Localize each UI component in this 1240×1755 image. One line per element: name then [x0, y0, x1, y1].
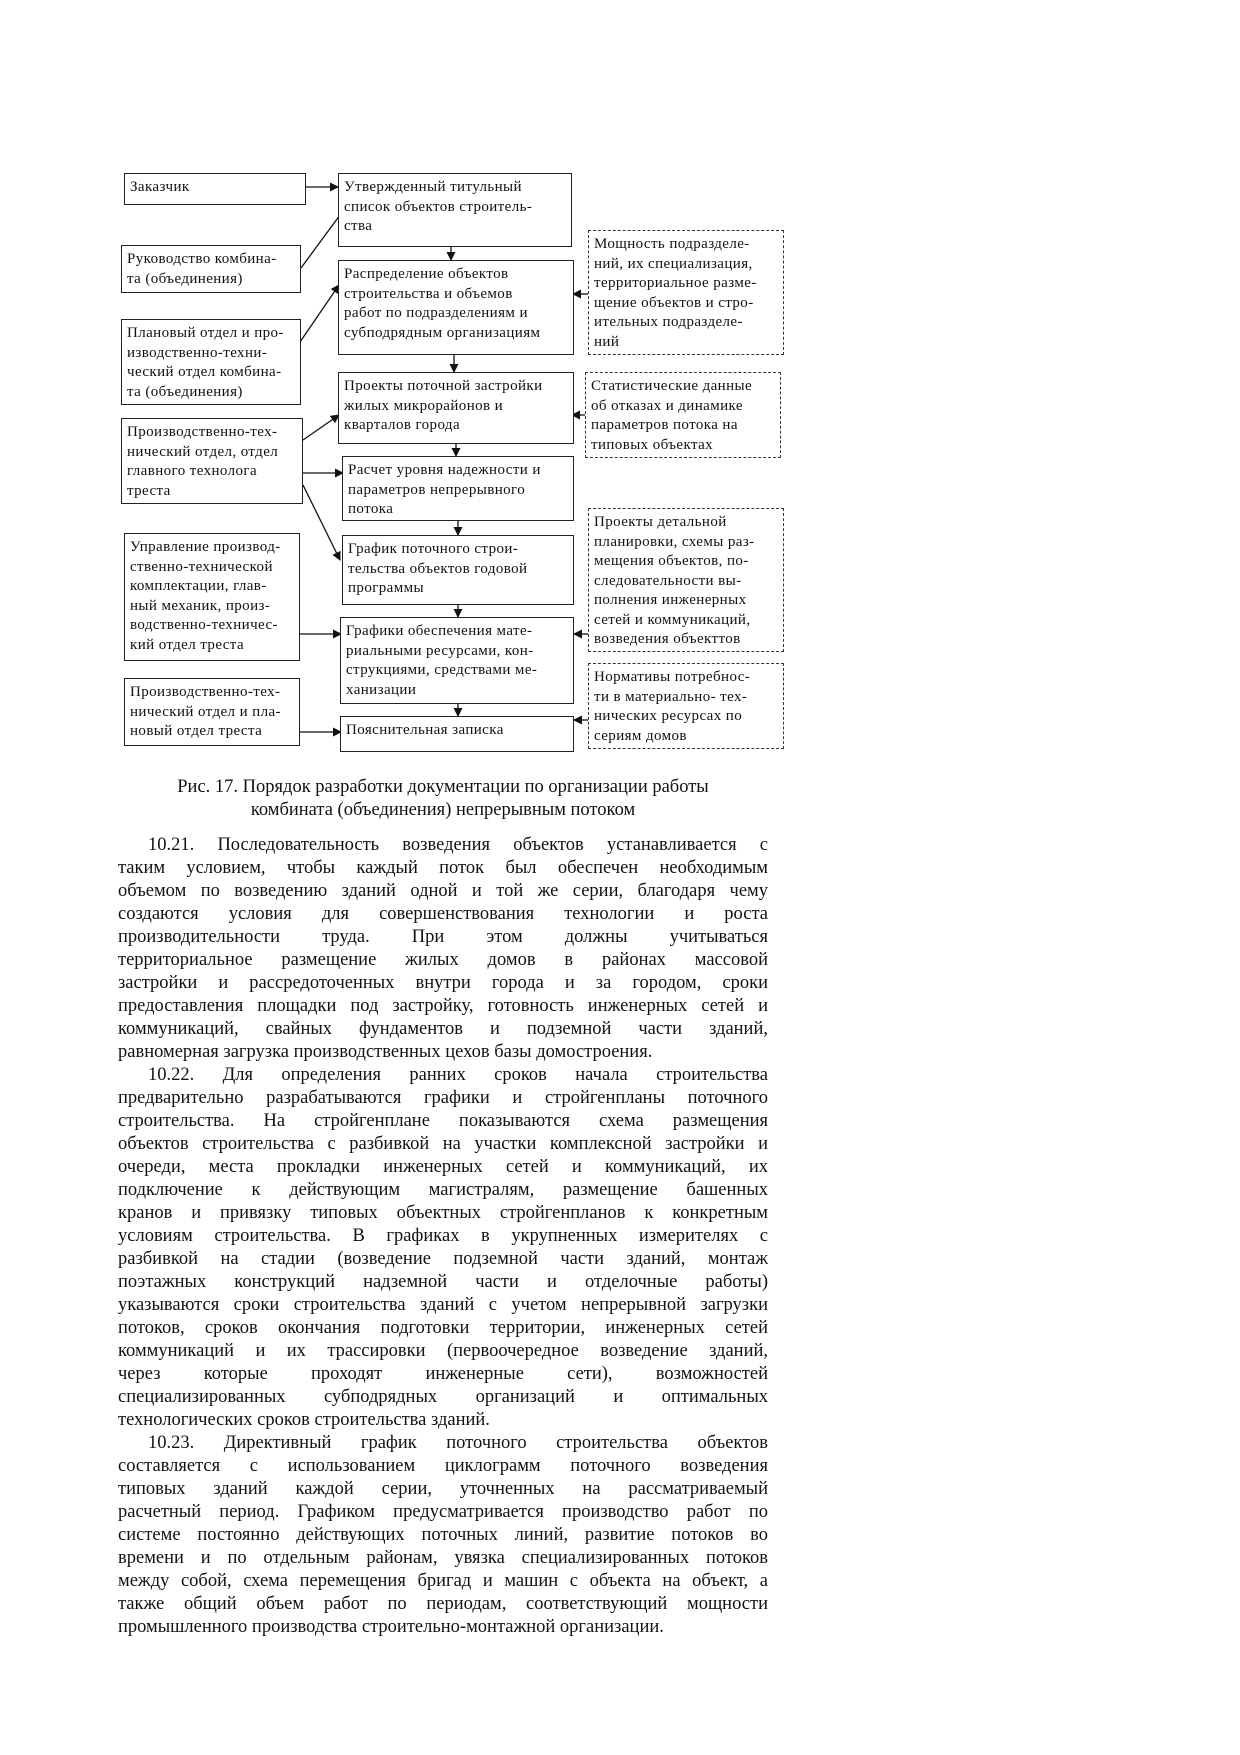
arrow-pto-to-projects: [303, 415, 339, 440]
box-text: новый отдел треста: [130, 723, 263, 739]
box-text: Проекты поточной застройки: [344, 378, 543, 394]
text-line: предоставления площадки под застройку, готовность инженерных сетей и: [118, 996, 768, 1016]
box-text: изводственно-техни-: [127, 344, 268, 361]
box-annual-schedule: [342, 535, 574, 605]
paragraph-10-22: [118, 1064, 768, 1432]
box-text: струкциями, средствами ме-: [346, 662, 538, 678]
box-detailed-planning: [588, 508, 784, 652]
box-text: планировки, схемы раз-: [594, 533, 755, 550]
box-text: водственно-техничес-: [130, 617, 278, 633]
box-text: Статистические данные: [591, 378, 753, 394]
box-text: риальными ресурсами, кон-: [346, 642, 534, 659]
text-line: времени и по отдельным районам, увязка специализированных потоков: [118, 1548, 768, 1568]
text-line: специализированных субподрядных организаций и оптимальных: [118, 1387, 768, 1407]
box-text: Плановый отдел и про-: [127, 325, 284, 341]
text-line: между собой, схема перемещения бригад и машин с объекта на объект, а: [118, 1571, 768, 1591]
text-line: указываются сроки строительства зданий с учетом непрерывной загрузки: [118, 1295, 768, 1315]
line-management-to-list: [301, 215, 340, 268]
arrow-pto-to-schedule: [303, 485, 340, 560]
box-text: ства: [344, 218, 373, 234]
text-line: также общий объем работ по периодам, соответствующий мощности: [118, 1594, 768, 1614]
box-resources-schedule: [340, 617, 574, 704]
figure-caption: [118, 776, 768, 822]
box-text: ственно-технической: [130, 558, 273, 575]
box-text: Проекты детальной: [594, 514, 727, 530]
box-text: Графики обеспечения мате-: [346, 623, 533, 639]
text-line: поэтажных конструкций надземной части и отделочные работы): [118, 1272, 768, 1292]
box-text: кварталов города: [344, 417, 461, 433]
box-statistics: [585, 372, 781, 458]
text-line: технологических сроков строительства зданий.: [118, 1410, 490, 1430]
box-text: программы: [348, 580, 424, 596]
text-line: равномерная загрузка производственных цехов базы домостроения.: [118, 1042, 653, 1062]
box-text: типовых объектах: [591, 436, 714, 453]
box-text: возведения объекттов: [594, 631, 741, 647]
box-text: Распределение объектов: [344, 266, 509, 282]
text-line: территориальное размещение жилых домов в районах массовой: [118, 950, 768, 970]
text-line: промышленного производства строительно-монтажной организации.: [118, 1617, 664, 1637]
box-planning-department: [121, 319, 301, 405]
box-pto-trust: [121, 418, 303, 504]
box-text: Расчет уровня надежности и: [348, 462, 541, 478]
body-text: [118, 834, 768, 1639]
text-line: объемом по возведению зданий одной и той же серии, благодаря чему: [118, 881, 768, 901]
box-text: нических ресурсах по: [594, 708, 743, 724]
box-text: щение объектов и стро-: [594, 294, 754, 311]
box-supply-management: [124, 533, 300, 661]
text-line: 10.22. Для определения ранних сроков начала строительства: [148, 1065, 768, 1085]
box-flow-projects: [338, 372, 574, 444]
paragraph-10-21: [118, 834, 768, 1064]
text-line: 10.21. Последовательность возведения объектов устанавливается с: [148, 835, 768, 855]
text-line: 10.23. Директивный график поточного строительства объектов: [148, 1433, 768, 1453]
box-text: та (объединения): [127, 270, 243, 287]
box-text: кий отдел треста: [130, 636, 244, 653]
box-text: следовательности вы-: [594, 572, 742, 589]
box-text: ний: [594, 333, 620, 350]
text-line: производительности труда. При этом должны учитываться: [118, 927, 768, 947]
caption-line: комбината (объединения) непрерывным потоком: [250, 800, 636, 820]
box-text: тельства объектов годовой: [348, 560, 528, 577]
box-capacity: [588, 230, 784, 355]
box-text: сетей и коммуникаций,: [594, 611, 751, 628]
box-text: Управление производ-: [130, 539, 281, 555]
text-line: разбивкой на стадии (возведение подземной части зданий, монтаж: [118, 1249, 768, 1269]
box-text: комплектации, глав-: [130, 578, 267, 594]
box-text: Пояснительная записка: [346, 722, 504, 738]
box-text: сериям домов: [594, 727, 687, 744]
text-line: подключение к действующим магистралям, размещение башенных: [118, 1180, 768, 1200]
text-line: создаются условия для совершенствования технологии и роста: [118, 904, 768, 924]
box-combine-management: [121, 245, 301, 293]
box-text: Производственно-тех-: [127, 424, 278, 440]
box-title-list: [338, 173, 572, 247]
box-text: параметров потока на: [591, 417, 738, 433]
box-text: параметров непрерывного: [348, 481, 526, 498]
box-text: Производственно-тех-: [130, 684, 281, 700]
text-line: очереди, места прокладки инженерных сетей и коммуникаций, их: [118, 1157, 768, 1177]
box-pto-planning-trust: [124, 678, 300, 746]
box-text: ханизации: [346, 681, 417, 698]
caption-line: Рис. 17. Порядок разработки документации по организации работы: [177, 777, 709, 797]
box-text: нический отдел и пла-: [130, 703, 281, 720]
text-line: предварительно разрабатываются графики и стройгенпланы поточного: [118, 1088, 768, 1108]
text-line: таким условием, чтобы каждый поток был обеспечен необходимым: [118, 858, 768, 878]
text-line: через которые проходят инженерные сети), возможностей: [118, 1364, 768, 1384]
box-text: График поточного строи-: [348, 541, 519, 557]
text-line: составляется с использованием циклограмм поточного возведения: [118, 1456, 768, 1476]
box-text: Нормативы потребнос-: [594, 669, 751, 685]
box-text: ческий отдел комбина-: [127, 364, 282, 380]
paragraph-10-23: [118, 1432, 768, 1639]
text-line: условиям строительства. В графиках в укрупненных измерителях с: [118, 1226, 768, 1246]
box-text: строительства и объемов: [344, 285, 513, 302]
text-line: застройки и рассредоточенных внутри города и за городом, сроки: [118, 973, 768, 993]
box-explanatory-note: [340, 716, 574, 752]
text-line: объектов строительства с разбивкой на участки комплексной застройки и: [118, 1134, 768, 1154]
text-line: коммуникаций и их трассировки (первоочередное возведение зданий,: [118, 1341, 768, 1361]
box-text: мещения объектов, по-: [594, 553, 749, 569]
box-text: ний, их специализация,: [594, 255, 753, 272]
text-line: коммуникаций, свайных фундаментов и подземной части зданий,: [118, 1019, 768, 1039]
text-line: системе постоянно действующих поточных линий, развитие потоков во: [118, 1525, 768, 1545]
box-text: нический отдел, отдел: [127, 443, 279, 460]
flow-diagram: [0, 0, 1240, 770]
text-line: строительства. На стройгенплане показываются схема размещения: [118, 1111, 768, 1131]
box-customer: [124, 173, 306, 205]
text-line: расчетный период. Графиком предусматривается производство работ по: [118, 1502, 768, 1522]
box-text: Утвержденный титульный: [344, 179, 522, 195]
box-text: список объектов строитель-: [344, 198, 533, 215]
box-text: территориальное разме-: [594, 275, 757, 291]
box-text: субподрядным организациям: [344, 324, 541, 341]
text-line: потоков, сроков окончания подготовки территории, инженерных сетей: [118, 1318, 768, 1338]
box-text: та (объединения): [127, 383, 243, 400]
box-text: об отказах и динамике: [591, 397, 743, 414]
box-text: ительных подразделе-: [594, 314, 743, 330]
box-text: главного технолога: [127, 463, 258, 479]
box-text: Мощность подразделе-: [594, 236, 750, 252]
box-text: ный механик, произ-: [130, 597, 271, 614]
box-text: треста: [127, 482, 171, 499]
text-line: типовых зданий каждой серии, уточненных на рассматриваемый: [118, 1479, 768, 1499]
box-text: полнения инженерных: [594, 592, 747, 608]
box-reliability: [342, 456, 574, 521]
box-text: работ по подразделениям и: [344, 305, 528, 321]
box-text: потока: [348, 501, 394, 517]
box-text: Заказчик: [130, 179, 190, 195]
text-line: кранов и привязку типовых объектных стройгенпланов к конкретным: [118, 1203, 768, 1223]
box-norms: [588, 663, 784, 749]
box-distribution: [338, 260, 574, 355]
box-text: Руководство комбина-: [127, 251, 277, 267]
box-text: жилых микрорайонов и: [344, 397, 504, 414]
arrow-planning-to-distribution: [300, 285, 339, 342]
box-text: ти в материально- тех-: [594, 688, 748, 705]
